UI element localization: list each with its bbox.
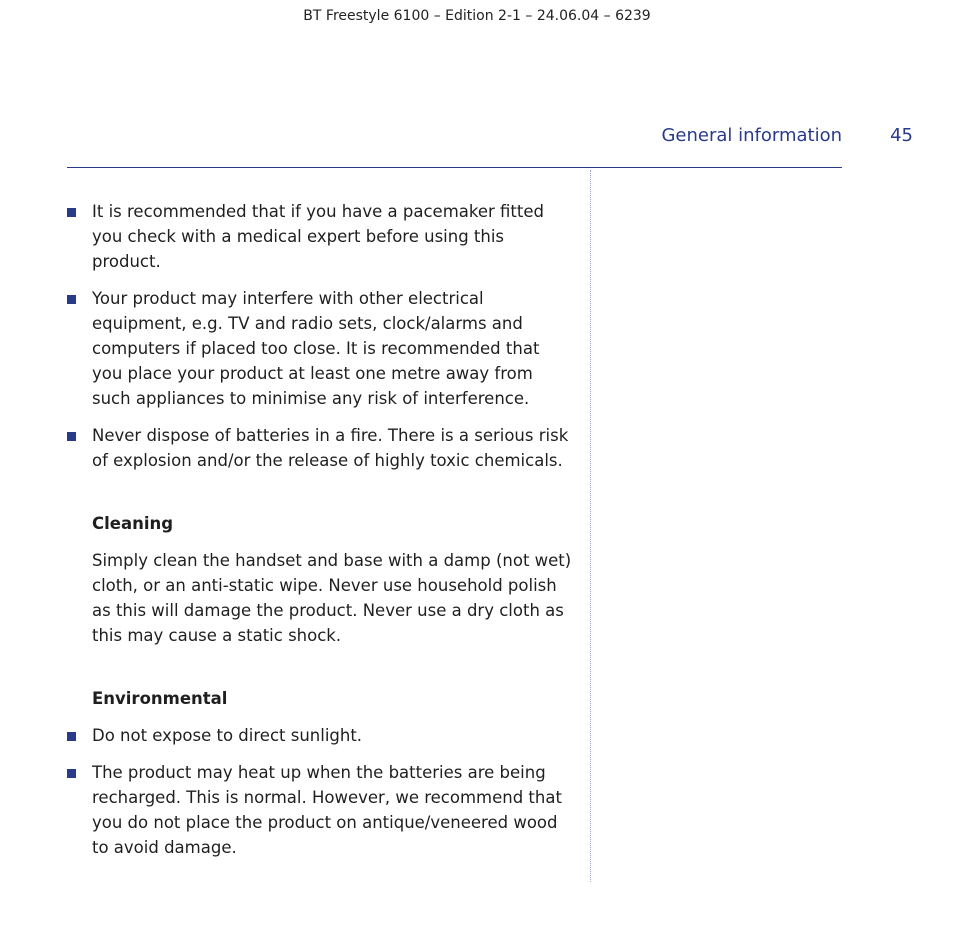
square-bullet-icon — [67, 769, 76, 778]
square-bullet-icon — [67, 432, 76, 441]
list-item — [92, 199, 574, 274]
environmental-section — [92, 686, 574, 860]
column-divider — [590, 170, 591, 882]
document-meta: BT Freestyle 6100 – Edition 2-1 – 24.06.04 – 6239 — [303, 8, 651, 24]
list-item-text: Your product may interfere with other electrical equipment, e.g. TV and radio sets, clock/alarms and computers if placed too close. It is recommended that you place your product at least one metre away from such appliances to minimise any risk of interference. — [92, 289, 540, 408]
square-bullet-icon — [67, 208, 76, 217]
environmental-list — [92, 723, 574, 860]
list-item-text: Never dispose of batteries in a fire. There is a serious risk of explosion and/or the release of highly toxic chemicals. — [92, 426, 569, 470]
cleaning-text: Simply clean the handset and base with a damp (not wet) cloth, or an anti-static wipe. Never use household polish as this will damage the product. Never use a dry cloth as this may cause a static shock. — [92, 551, 572, 645]
square-bullet-icon — [67, 732, 76, 741]
cleaning-section — [92, 511, 574, 648]
section-title: General information — [661, 125, 842, 146]
cleaning-heading: Cleaning — [92, 514, 174, 533]
square-bullet-icon — [67, 295, 76, 304]
safety-list — [92, 199, 574, 473]
environmental-heading: Environmental — [92, 689, 228, 708]
list-item — [92, 723, 574, 748]
header-rule — [67, 167, 842, 168]
list-item-text: The product may heat up when the batteries are being recharged. This is normal. However, we recommend that you do not place the product on antique/veneered wood to avoid damage. — [92, 763, 562, 857]
list-item-text: It is recommended that if you have a pacemaker fitted you check with a medical expert before using this product. — [92, 202, 544, 271]
page-number: 45 — [890, 125, 913, 146]
list-item — [92, 760, 574, 860]
main-content — [92, 199, 574, 872]
list-item-text: Do not expose to direct sunlight. — [92, 726, 363, 745]
list-item — [92, 286, 574, 411]
list-item — [92, 423, 574, 473]
